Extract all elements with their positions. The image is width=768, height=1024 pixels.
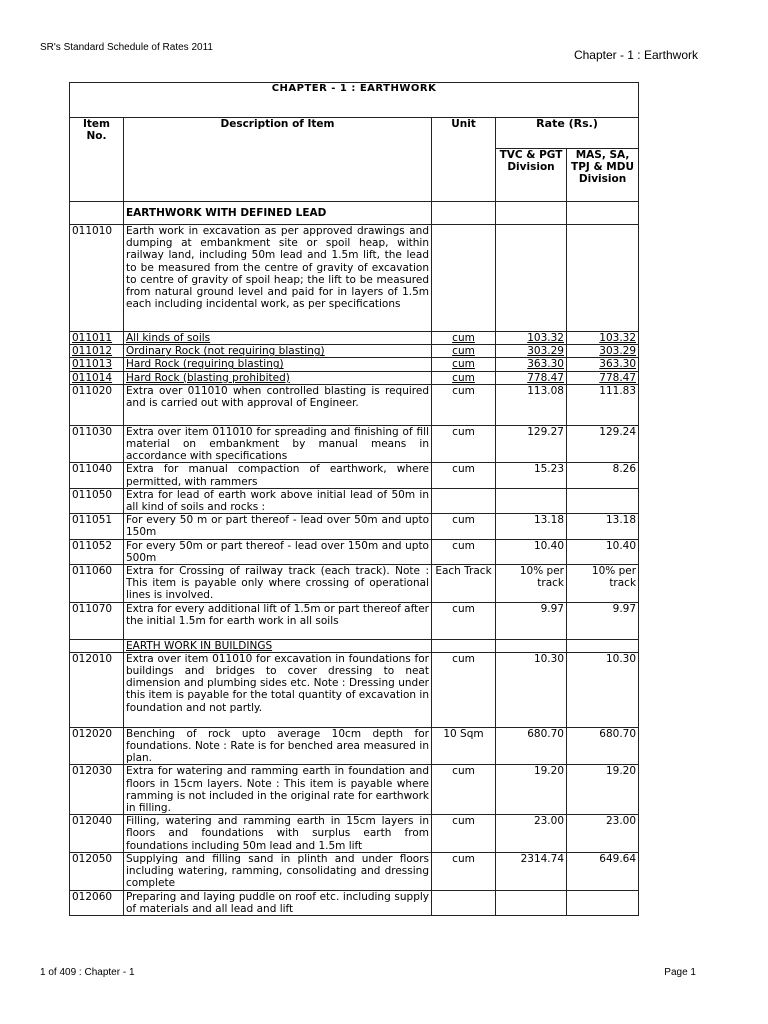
table-row [70,358,639,371]
unit-cell: cum [432,852,496,890]
description-cell: All kinds of soils [124,332,432,345]
rate-mas-cell: 10.40 [567,539,639,564]
unit-cell: cum [432,602,496,639]
item-no-cell: 012030 [70,765,124,815]
rate-mas-header: MAS, SA, TPJ & MDU Division [567,149,639,202]
rate-mas-cell: 23.00 [567,815,639,853]
unit-cell: cum [432,358,496,371]
rate-tvc-pgt-cell: 9.97 [496,602,567,639]
rate-mas-cell: 129.24 [567,425,639,463]
footer-page-count: 1 of 409 : Chapter - 1 [40,967,135,978]
table-row [70,384,639,425]
unit-cell: cum [432,514,496,539]
table-row [70,539,639,564]
description-cell: Extra for Crossing of railway track (each track). Note : This item is payable only where crossing of operational lines is involved. [124,565,432,603]
unit-cell: cum [432,765,496,815]
rate-mas-cell: 10.30 [567,652,639,727]
item-no-cell: 011060 [70,565,124,603]
item-no-cell: 011014 [70,371,124,384]
description-cell: Extra over 011010 when controlled blasting is required and is carried out with approval of Engineer. [124,384,432,425]
earthwork-rows [70,225,639,640]
unit-cell: 10 Sqm [432,727,496,765]
description-cell: For every 50 m or part thereof - lead over 50m and upto 150m [124,514,432,539]
description-cell: Extra for manual compaction of earthwork, where permitted, with rammers [124,463,432,488]
rate-tvc-pgt-cell: 15.23 [496,463,567,488]
description-cell: Preparing and laying puddle on roof etc. including supply of materials and all lead and lift [124,890,432,915]
rate-tvc-pgt-cell [496,225,567,332]
table-row [70,727,639,765]
unit-cell: cum [432,539,496,564]
rate-tvc-pgt-header: TVC & PGT Division [496,149,567,202]
section-row [70,202,639,225]
table-row [70,652,639,727]
table-row [70,890,639,915]
chapter-title-row [70,83,639,118]
unit-cell: Each Track [432,565,496,603]
rate-tvc-pgt-cell [496,890,567,915]
item-no-cell: 011051 [70,514,124,539]
table-row [70,332,639,345]
schedule-of-rates-table [69,82,639,916]
item-no-cell: 011010 [70,225,124,332]
description-cell: Ordinary Rock (not requiring blasting) [124,345,432,358]
rate-mas-cell: 8.26 [567,463,639,488]
rate-mas-cell: 649.64 [567,852,639,890]
item-no-cell: 011052 [70,539,124,564]
rate-tvc-pgt-cell: 10.40 [496,539,567,564]
rate-mas-cell: 111.83 [567,384,639,425]
item-no-cell: 012010 [70,652,124,727]
table-row [70,852,639,890]
rate-tvc-pgt-cell: 778.47 [496,371,567,384]
rate-mas-cell [567,225,639,332]
item-no-cell: 011013 [70,358,124,371]
unit-cell: cum [432,463,496,488]
rate-tvc-pgt-cell: 103.32 [496,332,567,345]
description-cell: Supplying and filling sand in plinth and under floors including watering, ramming, consolidating and dressing complete [124,852,432,890]
building-rows [70,652,639,915]
rate-mas-cell: 13.18 [567,514,639,539]
item-no-cell: 012060 [70,890,124,915]
description-cell: Benching of rock upto average 10cm depth for foundations. Note : Rate is for benched area measured in plan. [124,727,432,765]
rate-mas-cell: 680.70 [567,727,639,765]
rate-tvc-pgt-cell: 129.27 [496,425,567,463]
rate-mas-cell: 10% per track [567,565,639,603]
table-row [70,463,639,488]
description-cell: Filling, watering and ramming earth in 15cm layers in floors and foundations with surplus earth from foundations including 50m lead and 1.5m lift [124,815,432,853]
rate-tvc-pgt-cell: 23.00 [496,815,567,853]
rate-tvc-pgt-cell: 2314.74 [496,852,567,890]
header-row-1 [70,118,639,149]
table-row [70,371,639,384]
table-row [70,815,639,853]
table-row [70,765,639,815]
chapter-title: CHAPTER - 1 : EARTHWORK [70,83,639,118]
section-title-2: EARTH WORK IN BUILDINGS [124,639,432,652]
rate-header: Rate (Rs.) [496,118,639,149]
unit-cell: cum [432,384,496,425]
section-title: EARTHWORK WITH DEFINED LEAD [124,202,432,225]
unit-cell [432,890,496,915]
rate-tvc-pgt-cell: 10% per track [496,565,567,603]
item-no-cell: 011030 [70,425,124,463]
unit-cell: cum [432,371,496,384]
table-row [70,225,639,332]
item-no-cell: 012020 [70,727,124,765]
rate-tvc-pgt-cell [496,488,567,513]
rate-mas-cell [567,488,639,513]
unit-header: Unit [432,118,496,202]
rate-mas-cell: 103.32 [567,332,639,345]
item-no-cell: 011012 [70,345,124,358]
rate-mas-cell: 303.29 [567,345,639,358]
section-row-2 [70,639,639,652]
item-no-cell: 011070 [70,602,124,639]
rate-tvc-pgt-cell: 680.70 [496,727,567,765]
description-cell: Extra for every additional lift of 1.5m or part thereof after the initial 1.5m for earth work in all soils [124,602,432,639]
document-header-title: SR's Standard Schedule of Rates 2011 [40,42,213,53]
unit-cell: cum [432,425,496,463]
table-row [70,602,639,639]
table-row [70,425,639,463]
rate-mas-cell: 9.97 [567,602,639,639]
footer-page-number: Page 1 [664,967,696,978]
description-cell: Extra over item 011010 for spreading and finishing of fill material on embankment by manual means in accordance with specifications [124,425,432,463]
rate-tvc-pgt-cell: 363.30 [496,358,567,371]
description-cell: Extra for lead of earth work above initial lead of 50m in all kind of soils and rocks : [124,488,432,513]
rate-mas-cell: 363.30 [567,358,639,371]
table-row [70,514,639,539]
description-cell: Hard Rock (requiring blasting) [124,358,432,371]
table-row [70,488,639,513]
item-no-header: Item No. [70,118,124,202]
rate-tvc-pgt-cell: 303.29 [496,345,567,358]
unit-cell: cum [432,652,496,727]
unit-cell [432,225,496,332]
unit-cell [432,488,496,513]
rate-mas-cell [567,890,639,915]
item-no-cell: 012040 [70,815,124,853]
chapter-header: Chapter - 1 : Earthwork [573,48,698,62]
description-cell: Extra for watering and ramming earth in foundation and floors in 15cm layers. Note : This item is payable where ramming is not included in the original rate for earthwork in filling. [124,765,432,815]
unit-cell: cum [432,815,496,853]
rate-tvc-pgt-cell: 13.18 [496,514,567,539]
rate-tvc-pgt-cell: 113.08 [496,384,567,425]
unit-cell: cum [432,345,496,358]
rate-tvc-pgt-cell: 19.20 [496,765,567,815]
rate-tvc-pgt-cell: 10.30 [496,652,567,727]
unit-cell: cum [432,332,496,345]
item-no-cell: 012050 [70,852,124,890]
table-row [70,565,639,603]
description-cell: Earth work in excavation as per approved drawings and dumping at embankment site or spoil heap, within railway land, including 50m lead and 1.5m lift, the lead to be measured from the centre of gravity of excavation to centre of gravity of spoil heap; the lift to be measured from natural ground level and paid for in layers of 1.5m each including incidental work, as per specifications [124,225,432,332]
item-no-cell: 011020 [70,384,124,425]
description-cell: Extra over item 011010 for excavation in foundations for buildings and bridges to cover dressing to neat dimension and plumbing sides etc. Note : Dressing under this item is payable for the total quantity of excavation in foundation and not partly. [124,652,432,727]
item-no-cell: 011050 [70,488,124,513]
description-header: Description of Item [124,118,432,202]
item-no-cell: 011011 [70,332,124,345]
rate-mas-cell: 19.20 [567,765,639,815]
description-cell: Hard Rock (blasting prohibited) [124,371,432,384]
rate-mas-cell: 778.47 [567,371,639,384]
table-row [70,345,639,358]
item-no-cell: 011040 [70,463,124,488]
description-cell: For every 50m or part thereof - lead over 150m and upto 500m [124,539,432,564]
